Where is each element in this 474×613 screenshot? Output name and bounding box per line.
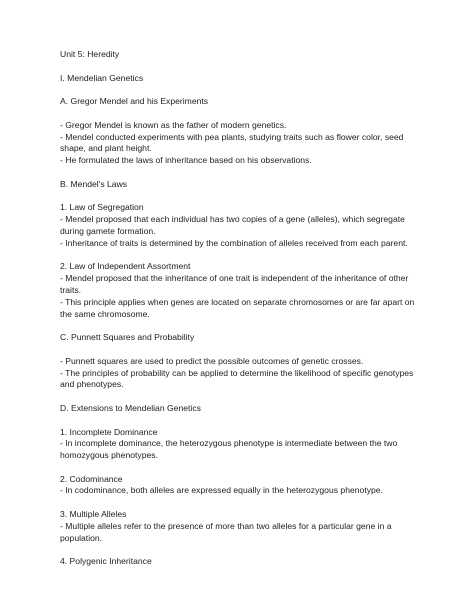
item-title: 3. Multiple Alleles [60,509,127,520]
document-body [60,49,420,568]
text-line: shape, and plant height. [60,143,152,154]
spacer [60,61,420,73]
spacer [60,108,420,120]
subsection-heading-d: D. Extensions to Mendelian Genetics [60,402,201,413]
subsection-heading-c: C. Punnett Squares and Probability [60,332,195,343]
text-line: population. [60,532,103,543]
text-line: - Mendel proposed that the inheritance of one trait is independent of the inheritance of other [60,273,409,284]
subsection-heading-b: B. Mendel's Laws [60,178,128,189]
text-line: - In incomplete dominance, the heterozygous phenotype is intermediate between the two [60,438,398,449]
item-title: 1. Incomplete Dominance [60,426,158,437]
text-line: - Multiple alleles refer to the presence of more than two alleles for a particular gene in a [60,520,392,531]
text-line: - Mendel proposed that each individual has two copies of a gene (alleles), which segregate [60,214,405,225]
text-line: and phenotypes. [60,379,124,390]
text-line: - He formulated the laws of inheritance based on his observations. [60,155,312,166]
subsection-heading-a: A. Gregor Mendel and his Experiments [60,96,209,107]
spacer [60,344,420,356]
text-line: - Mendel conducted experiments with pea plants, studying traits such as flower color, seed [60,131,404,142]
spacer [60,497,420,509]
spacer [60,462,420,474]
text-line: - Gregor Mendel is known as the father of modern genetics. [60,119,287,130]
unit-title: Unit 5: Heredity [60,49,120,59]
spacer [60,415,420,427]
text-line: traits. [60,284,82,295]
text-line: - In codominance, both alleles are expressed equally in the heterozygous phenotype. [60,485,383,496]
item-title: 2. Codominance [60,473,123,484]
text-line: - The principles of probability can be applied to determine the likelihood of specific genotypes [60,367,414,378]
text-line: during gamete formation. [60,225,156,236]
text-line: the same chromosome. [60,308,150,319]
section-heading: I. Mendelian Genetics [60,72,144,83]
text-line: - Inheritance of traits is determined by the combination of alleles received from each parent. [60,237,408,248]
item-title: 1. Law of Segregation [60,202,144,213]
text-line: - Punnett squares are used to predict the possible outcomes of genetic crosses. [60,355,364,366]
text-line: homozygous phenotypes. [60,450,158,461]
spacer [60,391,420,403]
spacer [60,320,420,332]
text-line: - This principle applies when genes are located on separate chromosomes or are far apart on [60,296,415,307]
spacer [60,191,420,203]
spacer [60,250,420,262]
spacer [60,544,420,556]
spacer [60,84,420,96]
spacer [60,167,420,179]
item-title: 4. Polygenic Inheritance [60,556,152,567]
item-title: 2. Law of Independent Assortment [60,261,191,272]
